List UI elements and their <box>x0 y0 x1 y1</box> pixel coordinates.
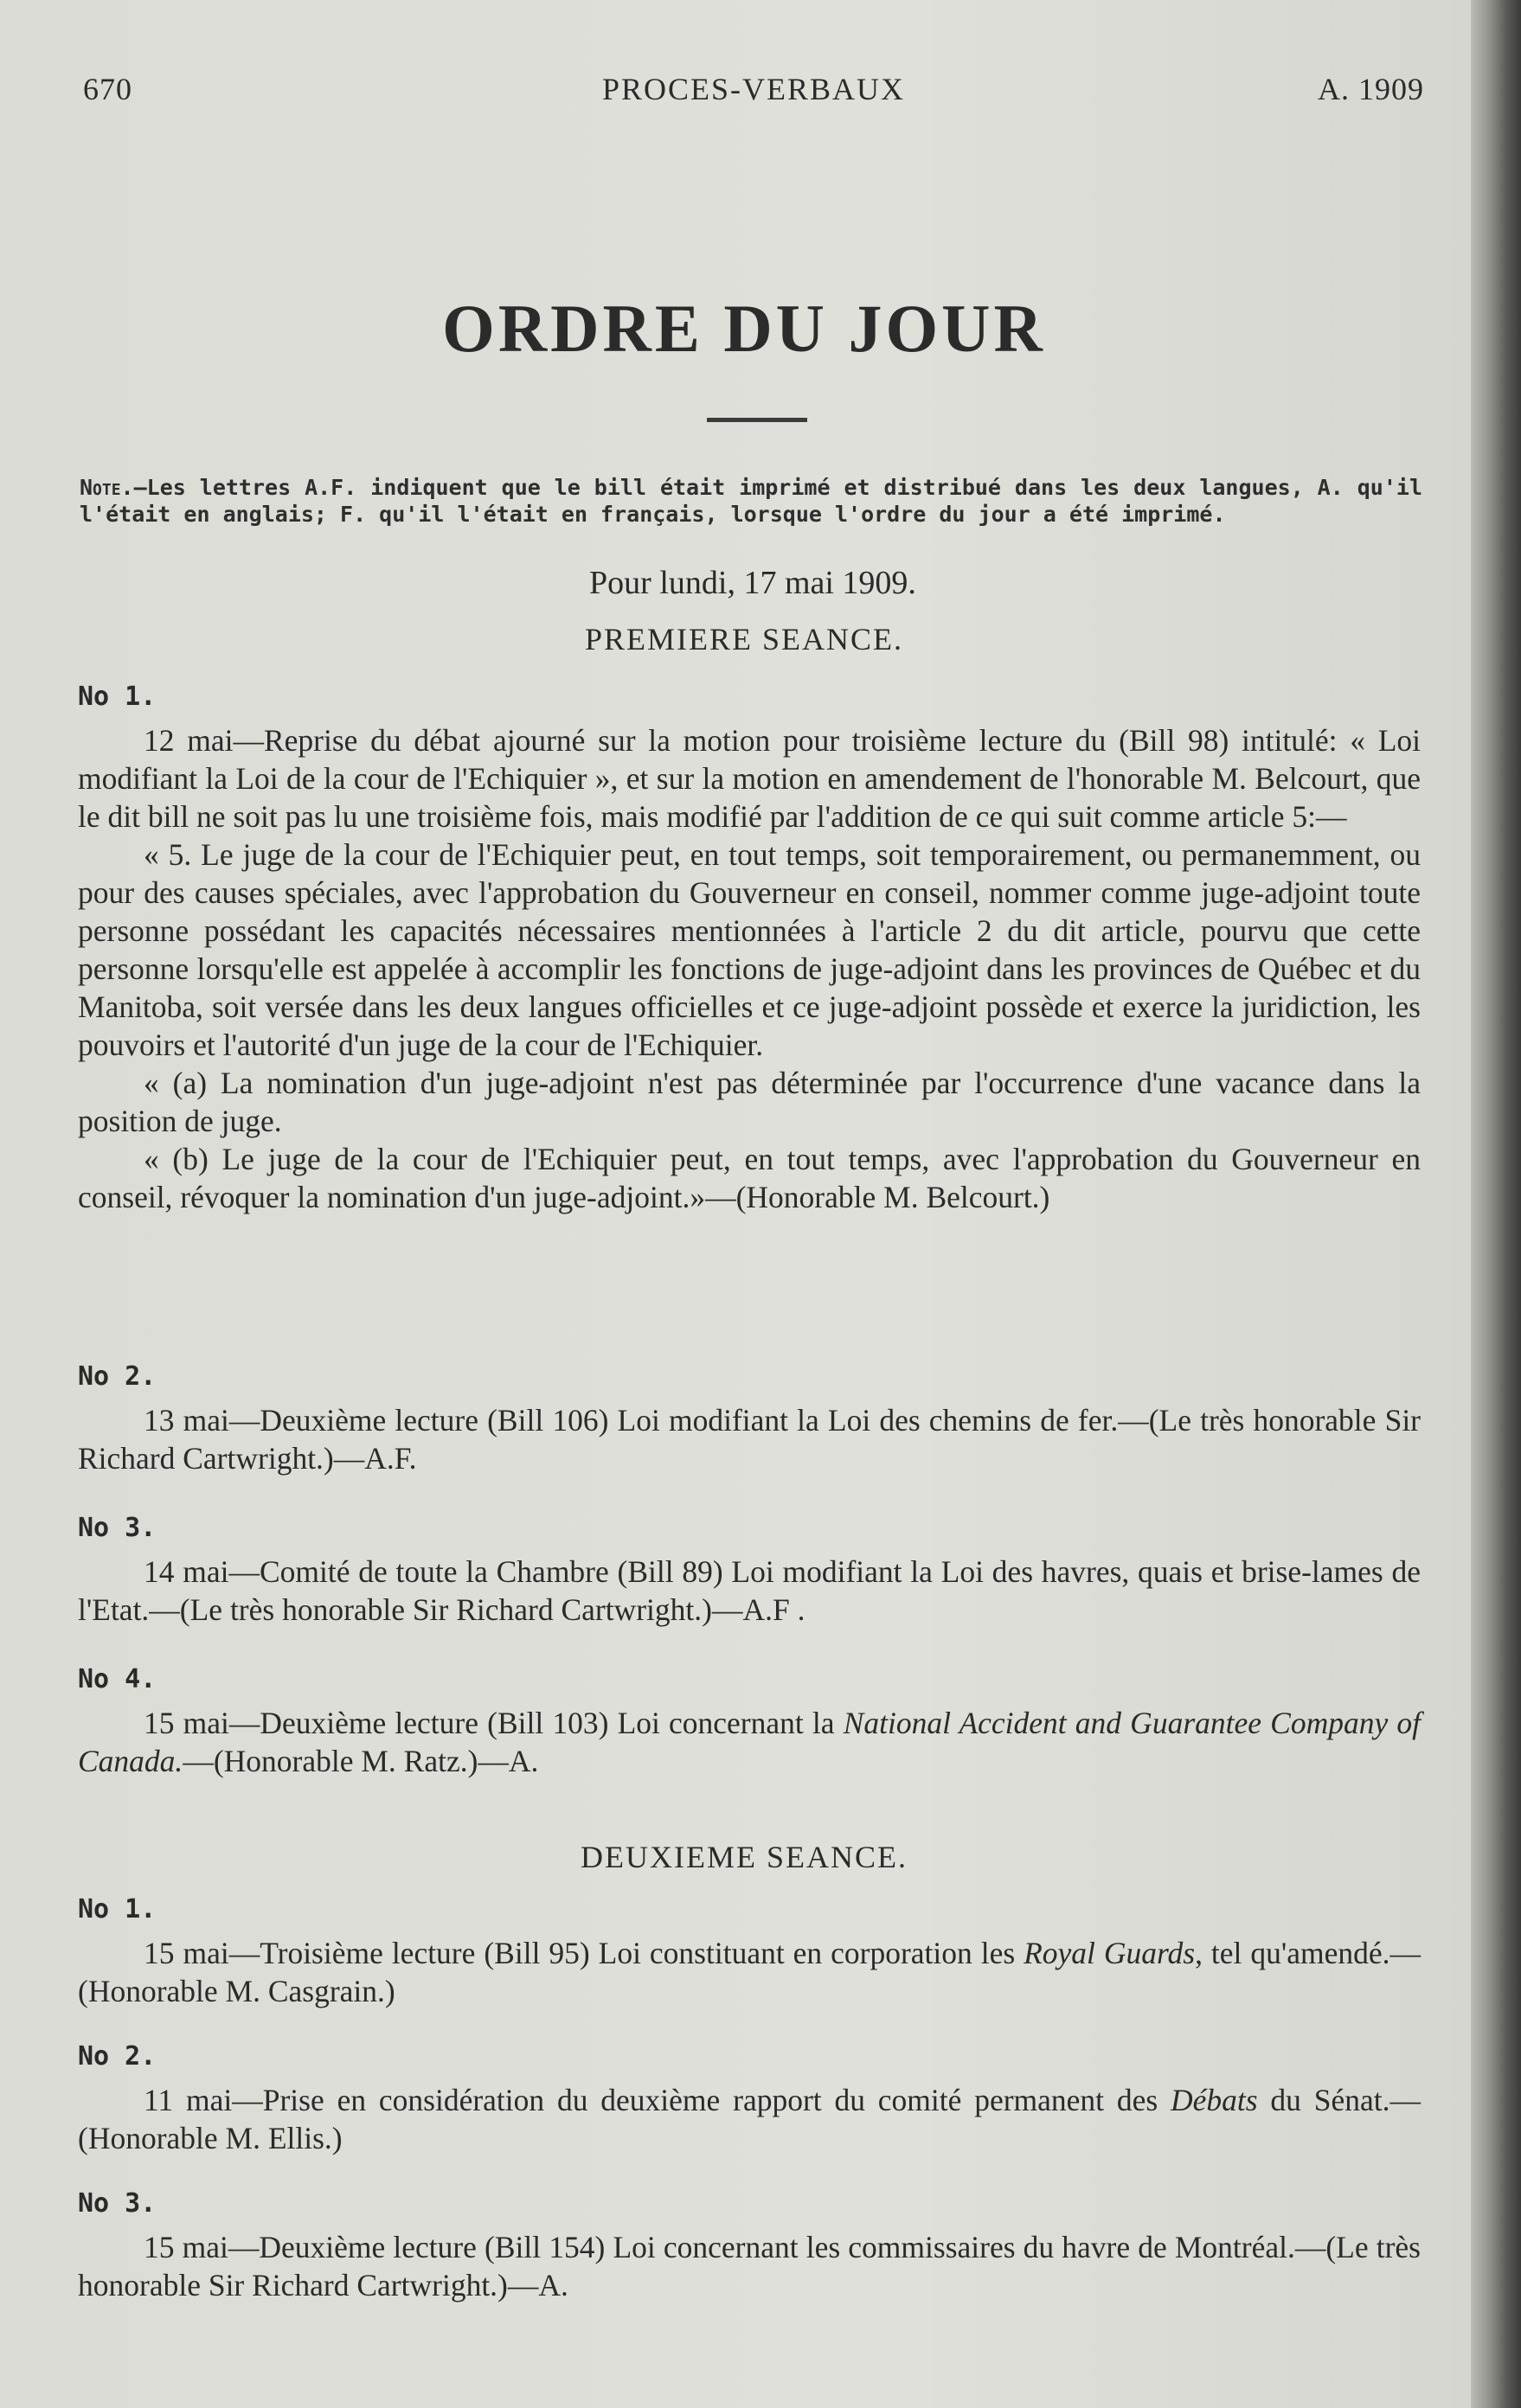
item-premiere-4 <box>78 1661 1421 1780</box>
item-number: No 3. <box>78 2188 157 2219</box>
page-number: 670 <box>83 72 132 106</box>
item-paragraph: 13 mai—Deuxième lecture (Bill 106) Loi modifiant la Loi des chemins de fer.—(Le très honorable Sir Richard Cartwright.)—A.F. <box>78 1403 1421 1476</box>
item-premiere-3 <box>78 1509 1421 1629</box>
item-deuxieme-1 <box>78 1891 1421 2010</box>
text-part: du Sénat.—(Honorable M. Ellis.) <box>78 2083 1421 2155</box>
item-paragraph: 14 mai—Comité de toute la Chambre (Bill 89) Loi modifiant la Loi des havres, quais et brise-lames de l'Etat.—(Le très honorable Sir Richard Cartwright.)—A.F . <box>78 1554 1421 1627</box>
item-number: No 1. <box>78 682 157 712</box>
text-part: —(Honorable M. Ratz.)—A. <box>183 1744 539 1778</box>
title-rule <box>707 418 807 422</box>
item-paragraph: 15 mai—Deuxième lecture (Bill 154) Loi concernant les commissaires du havre de Montréal.—(Le très honorable Sir Richard Cartwright.)—A. <box>78 2230 1421 2302</box>
page-title: ORDRE DU JOUR <box>442 291 1046 366</box>
item-paragraph <box>78 1704 1421 1780</box>
seance-heading-2: DEUXIEME SEANCE. <box>581 1840 908 1874</box>
italic-part: Royal Guards <box>1024 1936 1196 1970</box>
item-paragraph <box>78 1934 1421 2010</box>
item-number: No 2. <box>78 2041 157 2072</box>
note-text: —Les lettres A.F. indiquent que le bill était imprimé et distribué dans les deux langues, A. qu'il l'était en anglais; F. qu'il l'était en français, lorsque l'ordre du jour a été imprimé. <box>80 475 1422 527</box>
italic-part: National Accident and Guarantee Company of Canada. <box>78 1706 1421 1778</box>
item-number: No 3. <box>78 1513 157 1543</box>
text-part: 11 mai—Prise en considération du deuxième rapport du comité permanent des <box>144 2083 1171 2117</box>
italic-part: Débats <box>1171 2083 1258 2117</box>
item-deuxieme-2 <box>78 2038 1421 2157</box>
header-year: A. 1909 <box>1318 72 1424 106</box>
item-number: No 1. <box>78 1894 157 1924</box>
item-deuxieme-3 <box>78 2185 1421 2304</box>
note <box>80 474 1422 528</box>
text-part: 15 mai—Deuxième lecture (Bill 103) Loi concernant la <box>144 1706 844 1740</box>
seance-heading-1: PREMIERE SEANCE. <box>584 622 904 656</box>
item-paragraph <box>78 2081 1421 2157</box>
text-part: 15 mai—Troisième lecture (Bill 95) Loi constituant en corporation les <box>144 1936 1024 1970</box>
running-title: PROCES-VERBAUX <box>601 72 906 106</box>
item-premiere-2 <box>78 1358 1421 1477</box>
item-number: No 4. <box>78 1664 157 1694</box>
date-line: Pour lundi, 17 mai 1909. <box>589 565 916 601</box>
text-part: , tel qu'amendé.—(Honorable M. Casgrain.) <box>78 1936 1422 2008</box>
item-paragraph: « 5. Le juge de la cour de l'Echiquier peut, en tout temps, soit temporairement, ou permanemment, ou pour des causes spéciales, avec l'approbation du Gouverneur en conseil, nommer comme juge-adjoint toute personne possédant les capacités nécessaires mentionnées à l'article 2 du dit article, pourvu que cette personne lorsqu'elle est appelée à accomplir les fonctions de juge-adjoint dans les provinces de Québec et du Manitoba, soit versée dans les deux langues officielles et ce juge-adjoint possède et exerce la juridiction, les pouvoirs et l'autorité d'un juge de la cour de l'Echiquier. <box>78 837 1421 1062</box>
item-paragraph: 12 mai—Reprise du débat ajourné sur la motion pour troisième lecture du (Bill 98) intitulé: « Loi modifiant la Loi de la cour de l'Echiquier », et sur la motion en amendement de l'honorable M. Belcourt, que le dit bill ne soit pas lu une troisième fois, mais modifié par l'addition de ce qui suit comme article 5:— <box>78 723 1421 834</box>
item-number: No 2. <box>78 1361 157 1392</box>
item-premiere-1 <box>78 678 1421 1216</box>
item-paragraph: « (b) Le juge de la cour de l'Echiquier peut, en tout temps, avec l'approbation du Gouverneur en conseil, révoquer la nomination d'un juge-adjoint.»—(Honorable M. Belcourt.) <box>78 1142 1421 1214</box>
running-header <box>83 71 1424 114</box>
note-lead: Note. <box>80 475 134 500</box>
item-paragraph: « (a) La nomination d'un juge-adjoint n'est pas déterminée par l'occurrence d'une vacance dans la position de juge. <box>78 1066 1421 1138</box>
